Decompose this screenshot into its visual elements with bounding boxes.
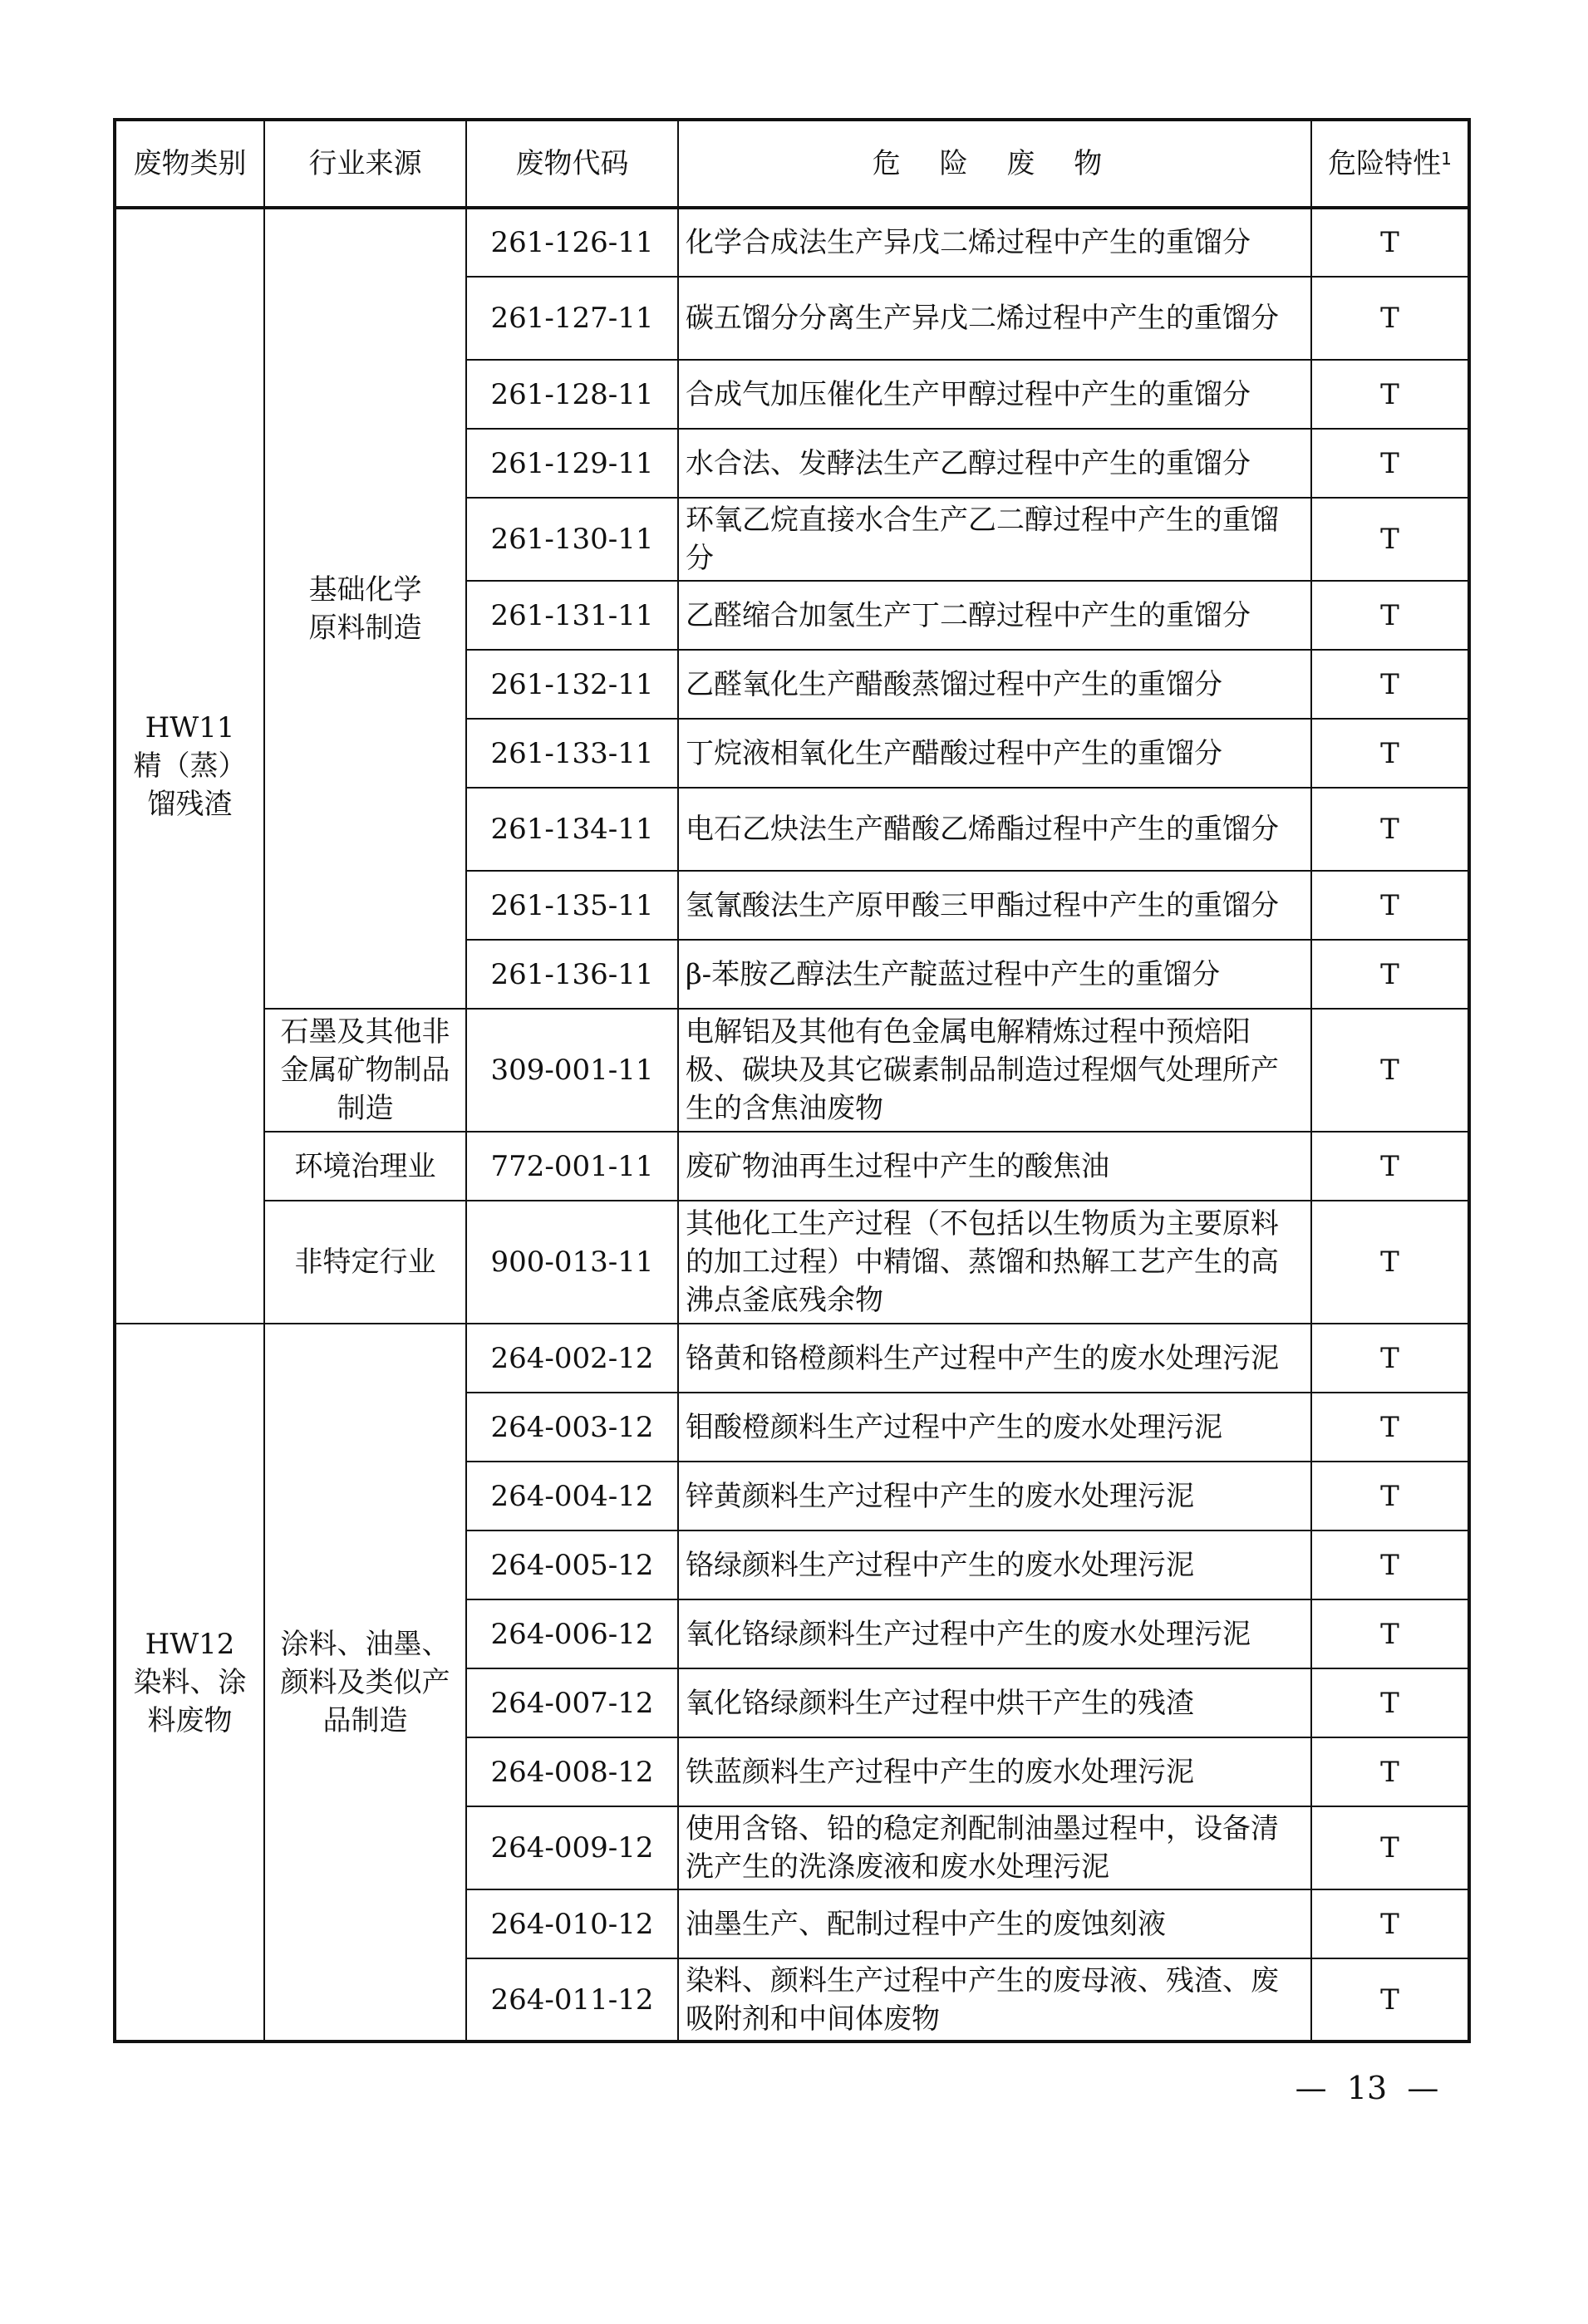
hazard-characteristic: T <box>1311 208 1469 277</box>
header-code: 废物代码 <box>466 120 678 208</box>
hazard-characteristic: T <box>1311 1668 1469 1737</box>
hazard-characteristic: T <box>1311 1009 1469 1132</box>
waste-code: 264-007-12 <box>466 1668 678 1737</box>
waste-code: 261-127-11 <box>466 277 678 360</box>
industry-cell: 涂料、油墨、颜料及类似产品制造 <box>264 1324 466 2041</box>
hazard-characteristic: T <box>1311 719 1469 788</box>
waste-code: 772-001-11 <box>466 1132 678 1201</box>
waste-description: 乙醛缩合加氢生产丁二醇过程中产生的重馏分 <box>678 581 1311 650</box>
waste-description: 环氧乙烷直接水合生产乙二醇过程中产生的重馏分 <box>678 498 1311 581</box>
category-code: HW12 <box>145 1627 235 1661</box>
waste-code: 261-129-11 <box>466 429 678 498</box>
header-footnote-marker: 1 <box>1441 149 1452 169</box>
waste-description: 使用含铬、铅的稳定剂配制油墨过程中，设备清洗产生的洗涤废液和废水处理污泥 <box>678 1806 1311 1889</box>
hazard-characteristic: T <box>1311 650 1469 719</box>
waste-description: 乙醛氧化生产醋酸蒸馏过程中产生的重馏分 <box>678 650 1311 719</box>
category-name-line1: 精（蒸） <box>133 749 247 783</box>
waste-code: 261-136-11 <box>466 940 678 1009</box>
waste-code: 261-130-11 <box>466 498 678 581</box>
header-row <box>115 120 1469 208</box>
waste-description: 染料、颜料生产过程中产生的废母液、残渣、废吸附剂和中间体废物 <box>678 1958 1311 2041</box>
hazard-characteristic: T <box>1311 1806 1469 1889</box>
page-number-value: 13 <box>1346 2070 1388 2106</box>
category-name-line2: 馏残渣 <box>147 788 233 821</box>
hazard-characteristic: T <box>1311 277 1469 360</box>
category-name-line2: 料废物 <box>147 1703 233 1737</box>
waste-description: 合成气加压催化生产甲醇过程中产生的重馏分 <box>678 360 1311 429</box>
category-cell-hw11 <box>115 208 264 1324</box>
header-waste: 危 险 废 物 <box>678 120 1311 208</box>
waste-description: 油墨生产、配制过程中产生的废蚀刻液 <box>678 1889 1311 1958</box>
waste-code: 264-010-12 <box>466 1889 678 1958</box>
waste-description: β-苯胺乙醇法生产靛蓝过程中产生的重馏分 <box>678 940 1311 1009</box>
waste-code: 261-134-11 <box>466 788 678 871</box>
group-hw11 <box>115 208 1469 1324</box>
hazard-characteristic: T <box>1311 1889 1469 1958</box>
hazard-characteristic: T <box>1311 940 1469 1009</box>
table-row <box>115 1009 1469 1132</box>
waste-code: 264-002-12 <box>466 1324 678 1393</box>
table-header <box>115 120 1469 208</box>
industry-cell: 基础化学原料制造 <box>264 208 466 1009</box>
industry-cell: 环境治理业 <box>264 1132 466 1201</box>
waste-code: 261-131-11 <box>466 581 678 650</box>
hazard-characteristic: T <box>1311 1958 1469 2041</box>
waste-code: 900-013-11 <box>466 1201 678 1324</box>
category-cell-hw12 <box>115 1324 264 2041</box>
header-characteristic-label: 危险特性 <box>1328 147 1442 180</box>
waste-code: 309-001-11 <box>466 1009 678 1132</box>
waste-description: 锌黄颜料生产过程中产生的废水处理污泥 <box>678 1462 1311 1530</box>
table-row <box>115 1324 1469 1393</box>
hazardous-waste-table <box>113 118 1471 2043</box>
waste-description: 铬黄和铬橙颜料生产过程中产生的废水处理污泥 <box>678 1324 1311 1393</box>
table-row <box>115 1132 1469 1201</box>
waste-code: 264-006-12 <box>466 1599 678 1668</box>
header-category: 废物类别 <box>115 120 264 208</box>
waste-description: 铁蓝颜料生产过程中产生的废水处理污泥 <box>678 1737 1311 1806</box>
waste-code: 261-133-11 <box>466 719 678 788</box>
waste-description: 氧化铬绿颜料生产过程中产生的废水处理污泥 <box>678 1599 1311 1668</box>
waste-description: 氢氰酸法生产原甲酸三甲酯过程中产生的重馏分 <box>678 871 1311 940</box>
hazard-characteristic: T <box>1311 1201 1469 1324</box>
table-row <box>115 208 1469 277</box>
waste-code: 264-005-12 <box>466 1530 678 1599</box>
hazard-characteristic: T <box>1311 1393 1469 1462</box>
waste-code: 261-132-11 <box>466 650 678 719</box>
hazard-characteristic: T <box>1311 1462 1469 1530</box>
waste-description: 其他化工生产过程（不包括以生物质为主要原料的加工过程）中精馏、蒸馏和热解工艺产生的高沸点釜底残余物 <box>678 1201 1311 1324</box>
header-industry: 行业来源 <box>264 120 466 208</box>
waste-description: 铬绿颜料生产过程中产生的废水处理污泥 <box>678 1530 1311 1599</box>
waste-description: 氧化铬绿颜料生产过程中烘干产生的残渣 <box>678 1668 1311 1737</box>
hazard-characteristic: T <box>1311 1324 1469 1393</box>
table-row <box>115 1201 1469 1324</box>
hazard-characteristic: T <box>1311 360 1469 429</box>
hazard-characteristic: T <box>1311 498 1469 581</box>
hazard-characteristic: T <box>1311 1737 1469 1806</box>
hazard-characteristic: T <box>1311 1132 1469 1201</box>
waste-code: 261-128-11 <box>466 360 678 429</box>
waste-description: 钼酸橙颜料生产过程中产生的废水处理污泥 <box>678 1393 1311 1462</box>
waste-description: 电解铝及其他有色金属电解精炼过程中预焙阳极、碳块及其它碳素制品制造过程烟气处理所产生的含焦油废物 <box>678 1009 1311 1132</box>
waste-code: 264-008-12 <box>466 1737 678 1806</box>
hazard-characteristic: T <box>1311 788 1469 871</box>
hazard-characteristic: T <box>1311 429 1469 498</box>
header-characteristic <box>1311 120 1469 208</box>
hazard-characteristic: T <box>1311 581 1469 650</box>
page-dash-left: — <box>1295 2070 1327 2106</box>
page-dash-right: — <box>1407 2070 1439 2106</box>
waste-code: 261-135-11 <box>466 871 678 940</box>
page-number <box>1271 2067 1463 2109</box>
hazard-characteristic: T <box>1311 871 1469 940</box>
waste-description: 化学合成法生产异戊二烯过程中产生的重馏分 <box>678 208 1311 277</box>
industry-cell: 非特定行业 <box>264 1201 466 1324</box>
waste-description: 水合法、发酵法生产乙醇过程中产生的重馏分 <box>678 429 1311 498</box>
waste-code: 261-126-11 <box>466 208 678 277</box>
waste-code: 264-009-12 <box>466 1806 678 1889</box>
industry-cell: 石墨及其他非金属矿物制品制造 <box>264 1009 466 1132</box>
category-name-line1: 染料、涂 <box>133 1665 247 1699</box>
waste-description: 废矿物油再生过程中产生的酸焦油 <box>678 1132 1311 1201</box>
hazard-characteristic: T <box>1311 1530 1469 1599</box>
waste-description: 电石乙炔法生产醋酸乙烯酯过程中产生的重馏分 <box>678 788 1311 871</box>
waste-description: 丁烷液相氧化生产醋酸过程中产生的重馏分 <box>678 719 1311 788</box>
waste-code: 264-003-12 <box>466 1393 678 1462</box>
group-hw12 <box>115 1324 1469 2041</box>
category-code: HW11 <box>145 711 235 744</box>
waste-code: 264-004-12 <box>466 1462 678 1530</box>
waste-description: 碳五馏分分离生产异戊二烯过程中产生的重馏分 <box>678 277 1311 360</box>
waste-code: 264-011-12 <box>466 1958 678 2041</box>
hazard-characteristic: T <box>1311 1599 1469 1668</box>
